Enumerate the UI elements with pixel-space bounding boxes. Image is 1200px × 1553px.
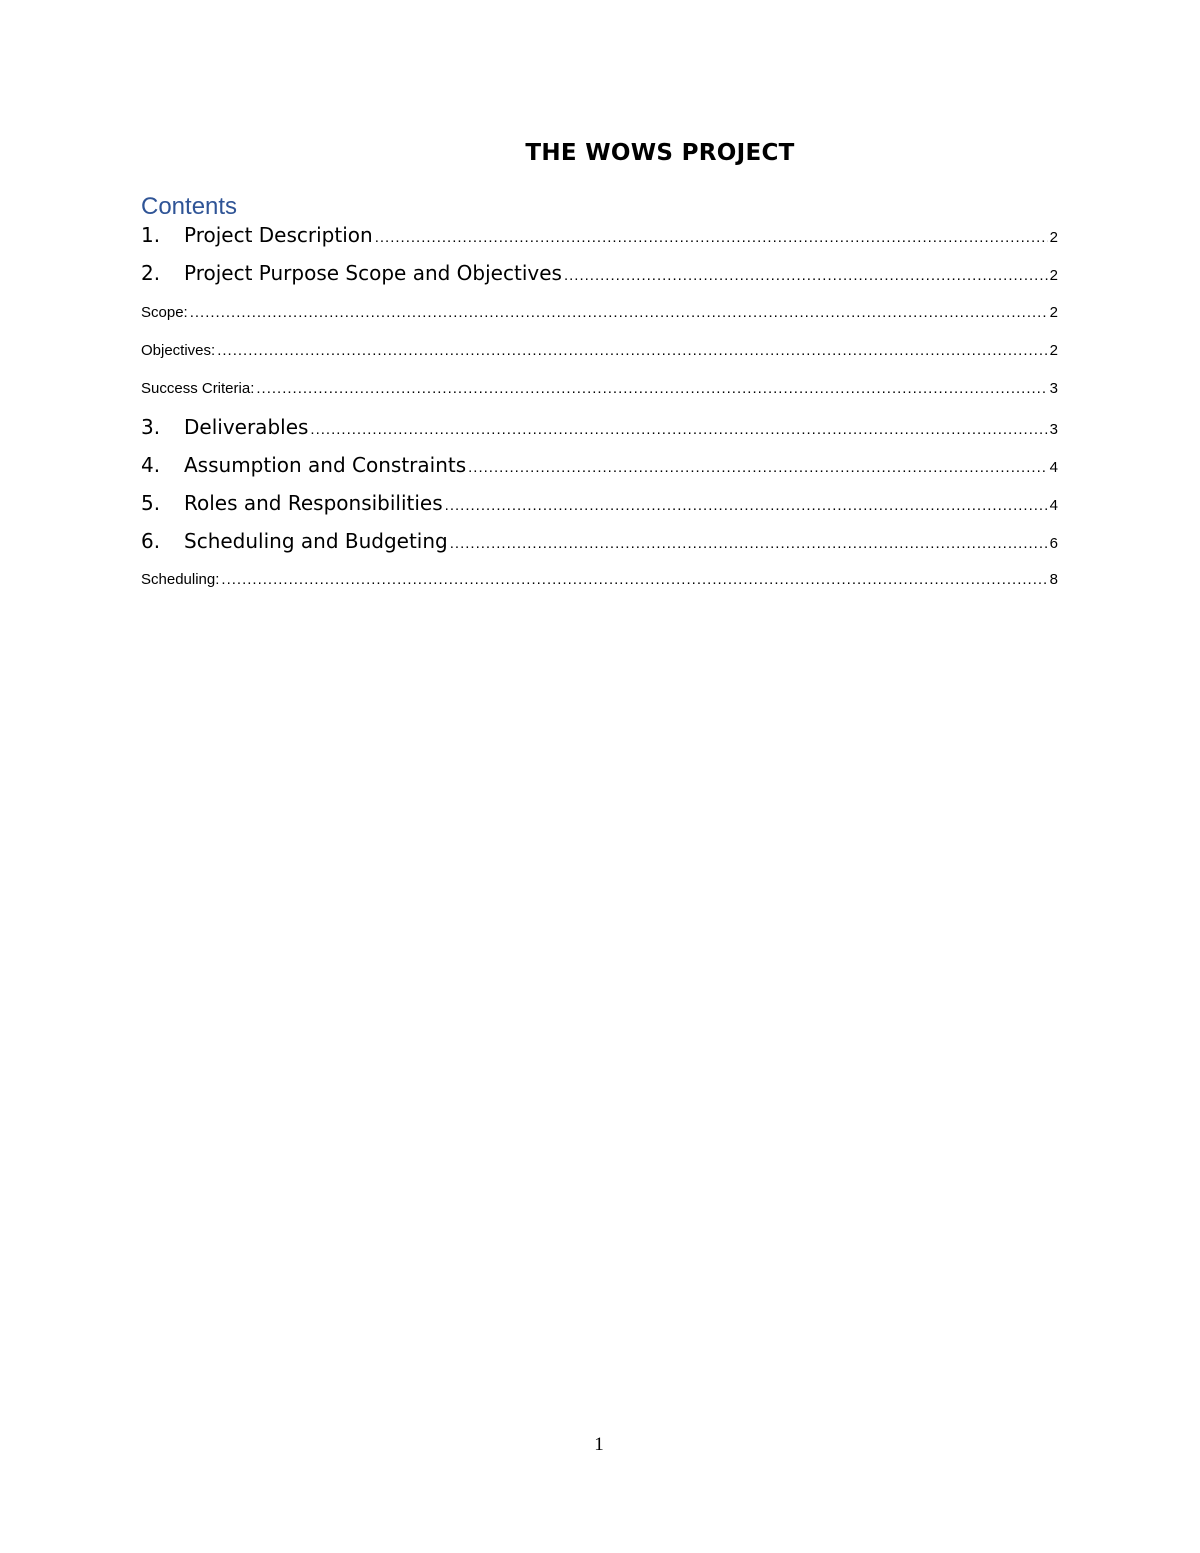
toc-entry-text: Roles and Responsibilities [184,491,443,515]
toc-entry-page: 4 [1049,497,1058,514]
toc-entry-success-criteria[interactable] [141,380,1058,404]
toc-entry-roles-responsibilities[interactable] [141,491,1058,521]
toc-entry-text: Success Criteria: [141,380,255,397]
toc-dot-leader [310,421,1047,438]
document-title: THE WOWS PROJECT [525,140,795,166]
toc-dot-leader [256,380,1047,397]
toc-entry-page: 2 [1049,304,1058,321]
toc-entry-page: 3 [1049,380,1058,397]
toc-dot-leader [564,267,1048,284]
toc-entry-text: Deliverables [184,415,309,439]
toc-entry-text: Scheduling: [141,571,220,588]
toc-dot-leader [375,229,1048,246]
toc-entry-project-description[interactable] [141,223,1058,253]
toc-entry-page: 6 [1049,535,1058,552]
page-number: 1 [594,1434,604,1455]
toc-dot-leader [468,459,1048,476]
toc-entry-assumption-constraints[interactable] [141,453,1058,483]
toc-entry-number: 5. [141,491,161,515]
contents-heading: Contents [141,193,238,220]
toc-entry-scope[interactable] [141,304,1058,328]
toc-entry-scheduling-budgeting[interactable] [141,529,1058,559]
toc-dot-leader [221,571,1047,588]
toc-entry-number: 6. [141,529,161,553]
toc-entry-deliverables[interactable] [141,415,1058,445]
toc-entry-text: Project Purpose Scope and Objectives [184,261,562,285]
toc-entry-page: 2 [1049,229,1058,246]
toc-dot-leader [217,342,1047,359]
toc-entry-text: Assumption and Constraints [184,453,467,477]
toc-entry-number: 4. [141,453,161,477]
toc-entry-text: Scheduling and Budgeting [184,529,448,553]
toc-entry-scheduling[interactable] [141,571,1058,595]
toc-entry-number: 3. [141,415,161,439]
toc-entry-text: Scope: [141,304,188,321]
toc-dot-leader [190,304,1048,321]
toc-entry-page: 8 [1049,571,1058,588]
toc-entry-number: 1. [141,223,161,247]
toc-entry-page: 2 [1049,267,1058,284]
toc-entry-objectives[interactable] [141,342,1058,366]
toc-entry-page: 4 [1049,459,1058,476]
toc-entry-number: 2. [141,261,161,285]
toc-dot-leader [450,535,1048,552]
toc-entry-text: Project Description [184,223,373,247]
toc-entry-page: 2 [1049,342,1058,359]
toc-entry-page: 3 [1049,421,1058,438]
toc-dot-leader [445,497,1048,514]
toc-entry-project-purpose[interactable] [141,261,1058,291]
toc-entry-text: Objectives: [141,342,216,359]
